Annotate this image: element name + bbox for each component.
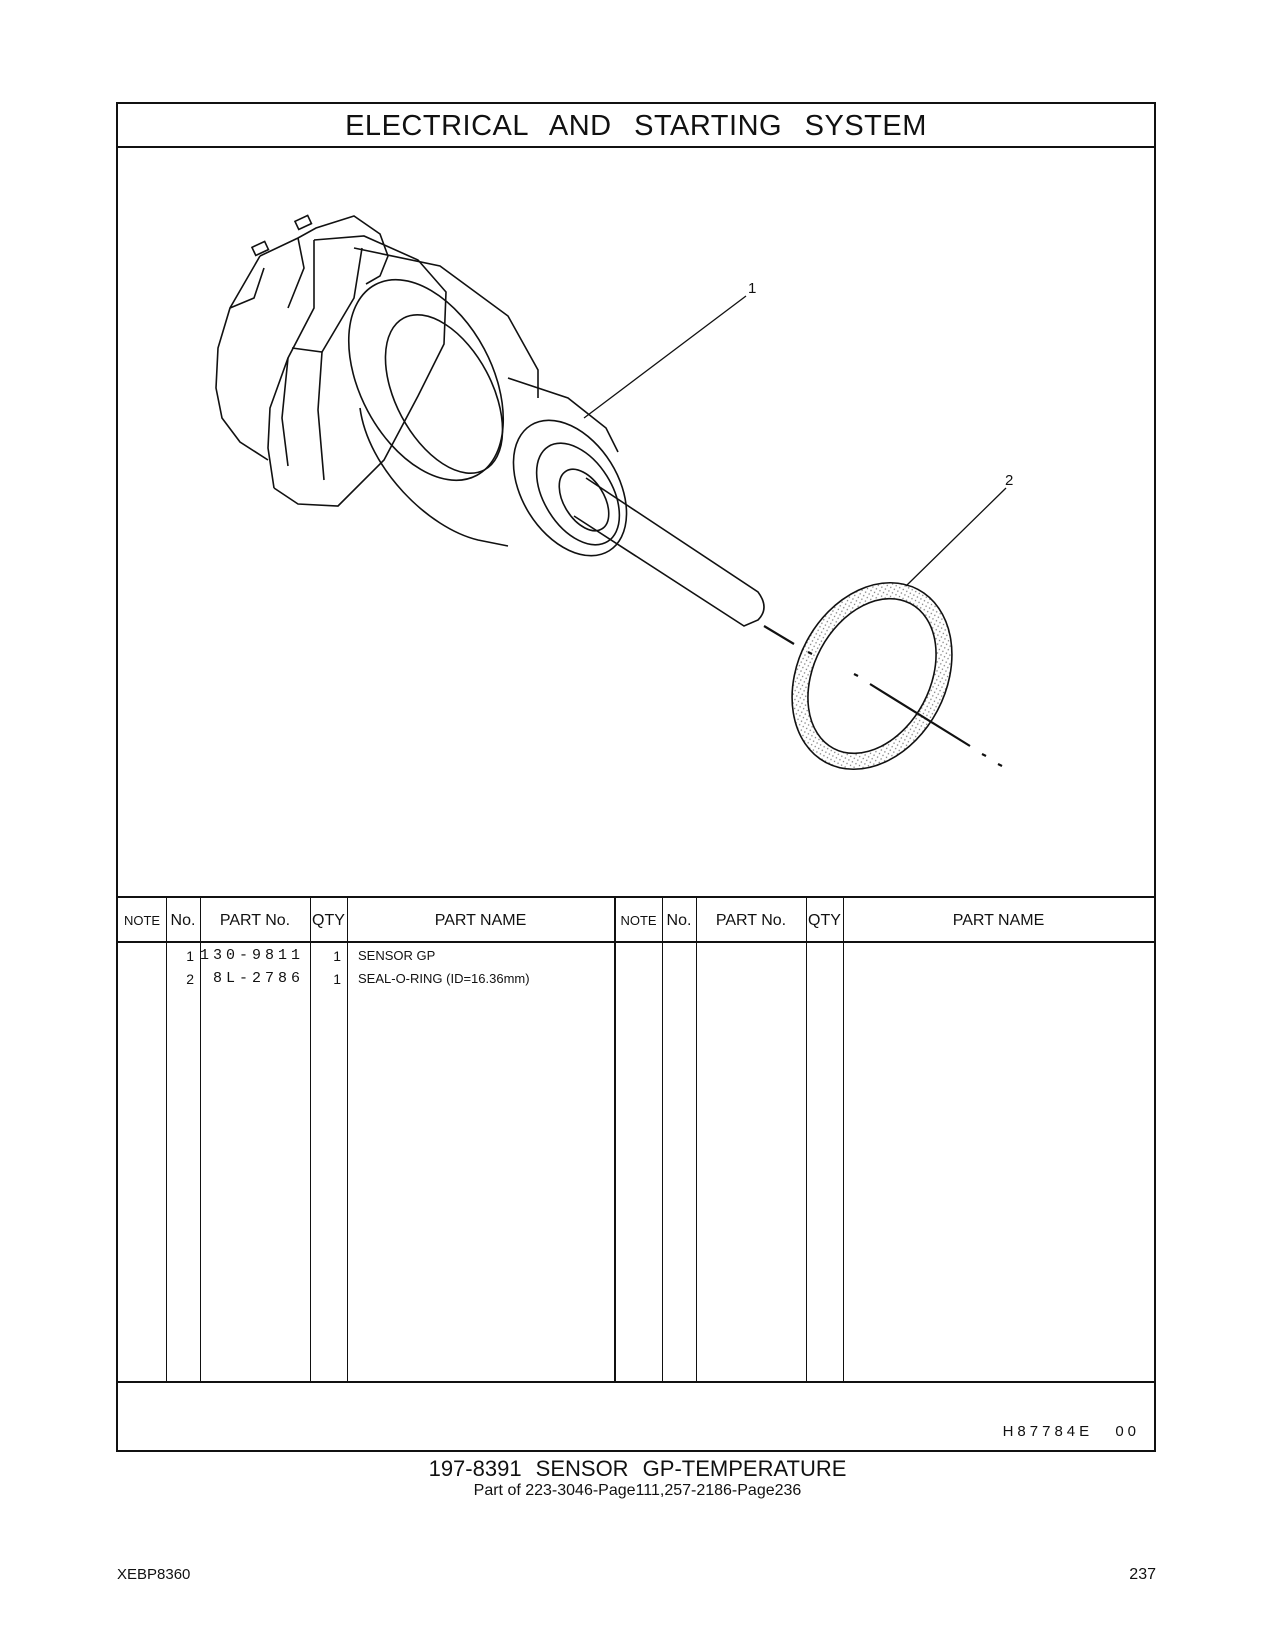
sensor-probe	[574, 478, 764, 626]
header-part-no-left: PART No.	[219, 912, 291, 929]
drawing-footer	[118, 1381, 1154, 1452]
row-1-part-name: SENSOR GP	[358, 948, 436, 963]
header-part-no-right: PART No.	[715, 912, 787, 929]
o-ring-seal	[761, 555, 984, 798]
sensor-connector-top	[260, 216, 388, 284]
sensor-connector-side	[216, 256, 268, 460]
row-2-part-no: 8L-2786	[212, 970, 304, 987]
row-1-no: 1	[186, 948, 194, 964]
row-1-qty: 1	[333, 948, 341, 964]
leader-lines	[584, 296, 1006, 586]
header-qty-right: QTY	[808, 912, 841, 929]
callout-2: 2	[1005, 472, 1014, 489]
row-2-qty: 1	[333, 971, 341, 987]
header-note-right: NOTE	[620, 913, 657, 928]
header-part-name-left: PART NAME	[434, 912, 527, 929]
row-1-part-no: 130-9811	[200, 947, 305, 964]
parts-illustration	[118, 148, 1154, 896]
row-2-part-name: SEAL-O-RING (ID=16.36mm)	[358, 971, 530, 986]
drawing-revision: 00	[1115, 1423, 1140, 1440]
sensor-barrel-bottom	[360, 408, 508, 546]
drawing-id-label	[1003, 1423, 1140, 1440]
drawing-id: H87784E	[1002, 1423, 1094, 1440]
document-id: XEBP8360	[117, 1566, 191, 1583]
parts-table	[118, 896, 1154, 1381]
temperature-sensor	[216, 215, 764, 626]
group-title: 197-8391 SENSOR GP-TEMPERATURE	[428, 1456, 847, 1481]
section-title: ELECTRICAL AND STARTING SYSTEM	[118, 104, 1154, 148]
callout-1: 1	[748, 280, 757, 297]
leader-line-2	[906, 488, 1006, 586]
connector-latch-2	[295, 215, 311, 229]
parts-page-frame	[116, 102, 1156, 1452]
row-2-no: 2	[186, 971, 194, 987]
page-number: 237	[1129, 1566, 1156, 1583]
header-no-right: No.	[666, 912, 692, 929]
header-qty-left: QTY	[312, 912, 345, 929]
exploded-view-drawing	[118, 148, 1154, 896]
leader-line-1	[584, 296, 746, 418]
header-note-left: NOTE	[123, 913, 161, 928]
header-no-left: No.	[170, 912, 196, 929]
group-subtitle: Part of 223-3046-Page111,257-2186-Page236	[473, 1482, 802, 1499]
header-part-name-right: PART NAME	[952, 912, 1045, 929]
